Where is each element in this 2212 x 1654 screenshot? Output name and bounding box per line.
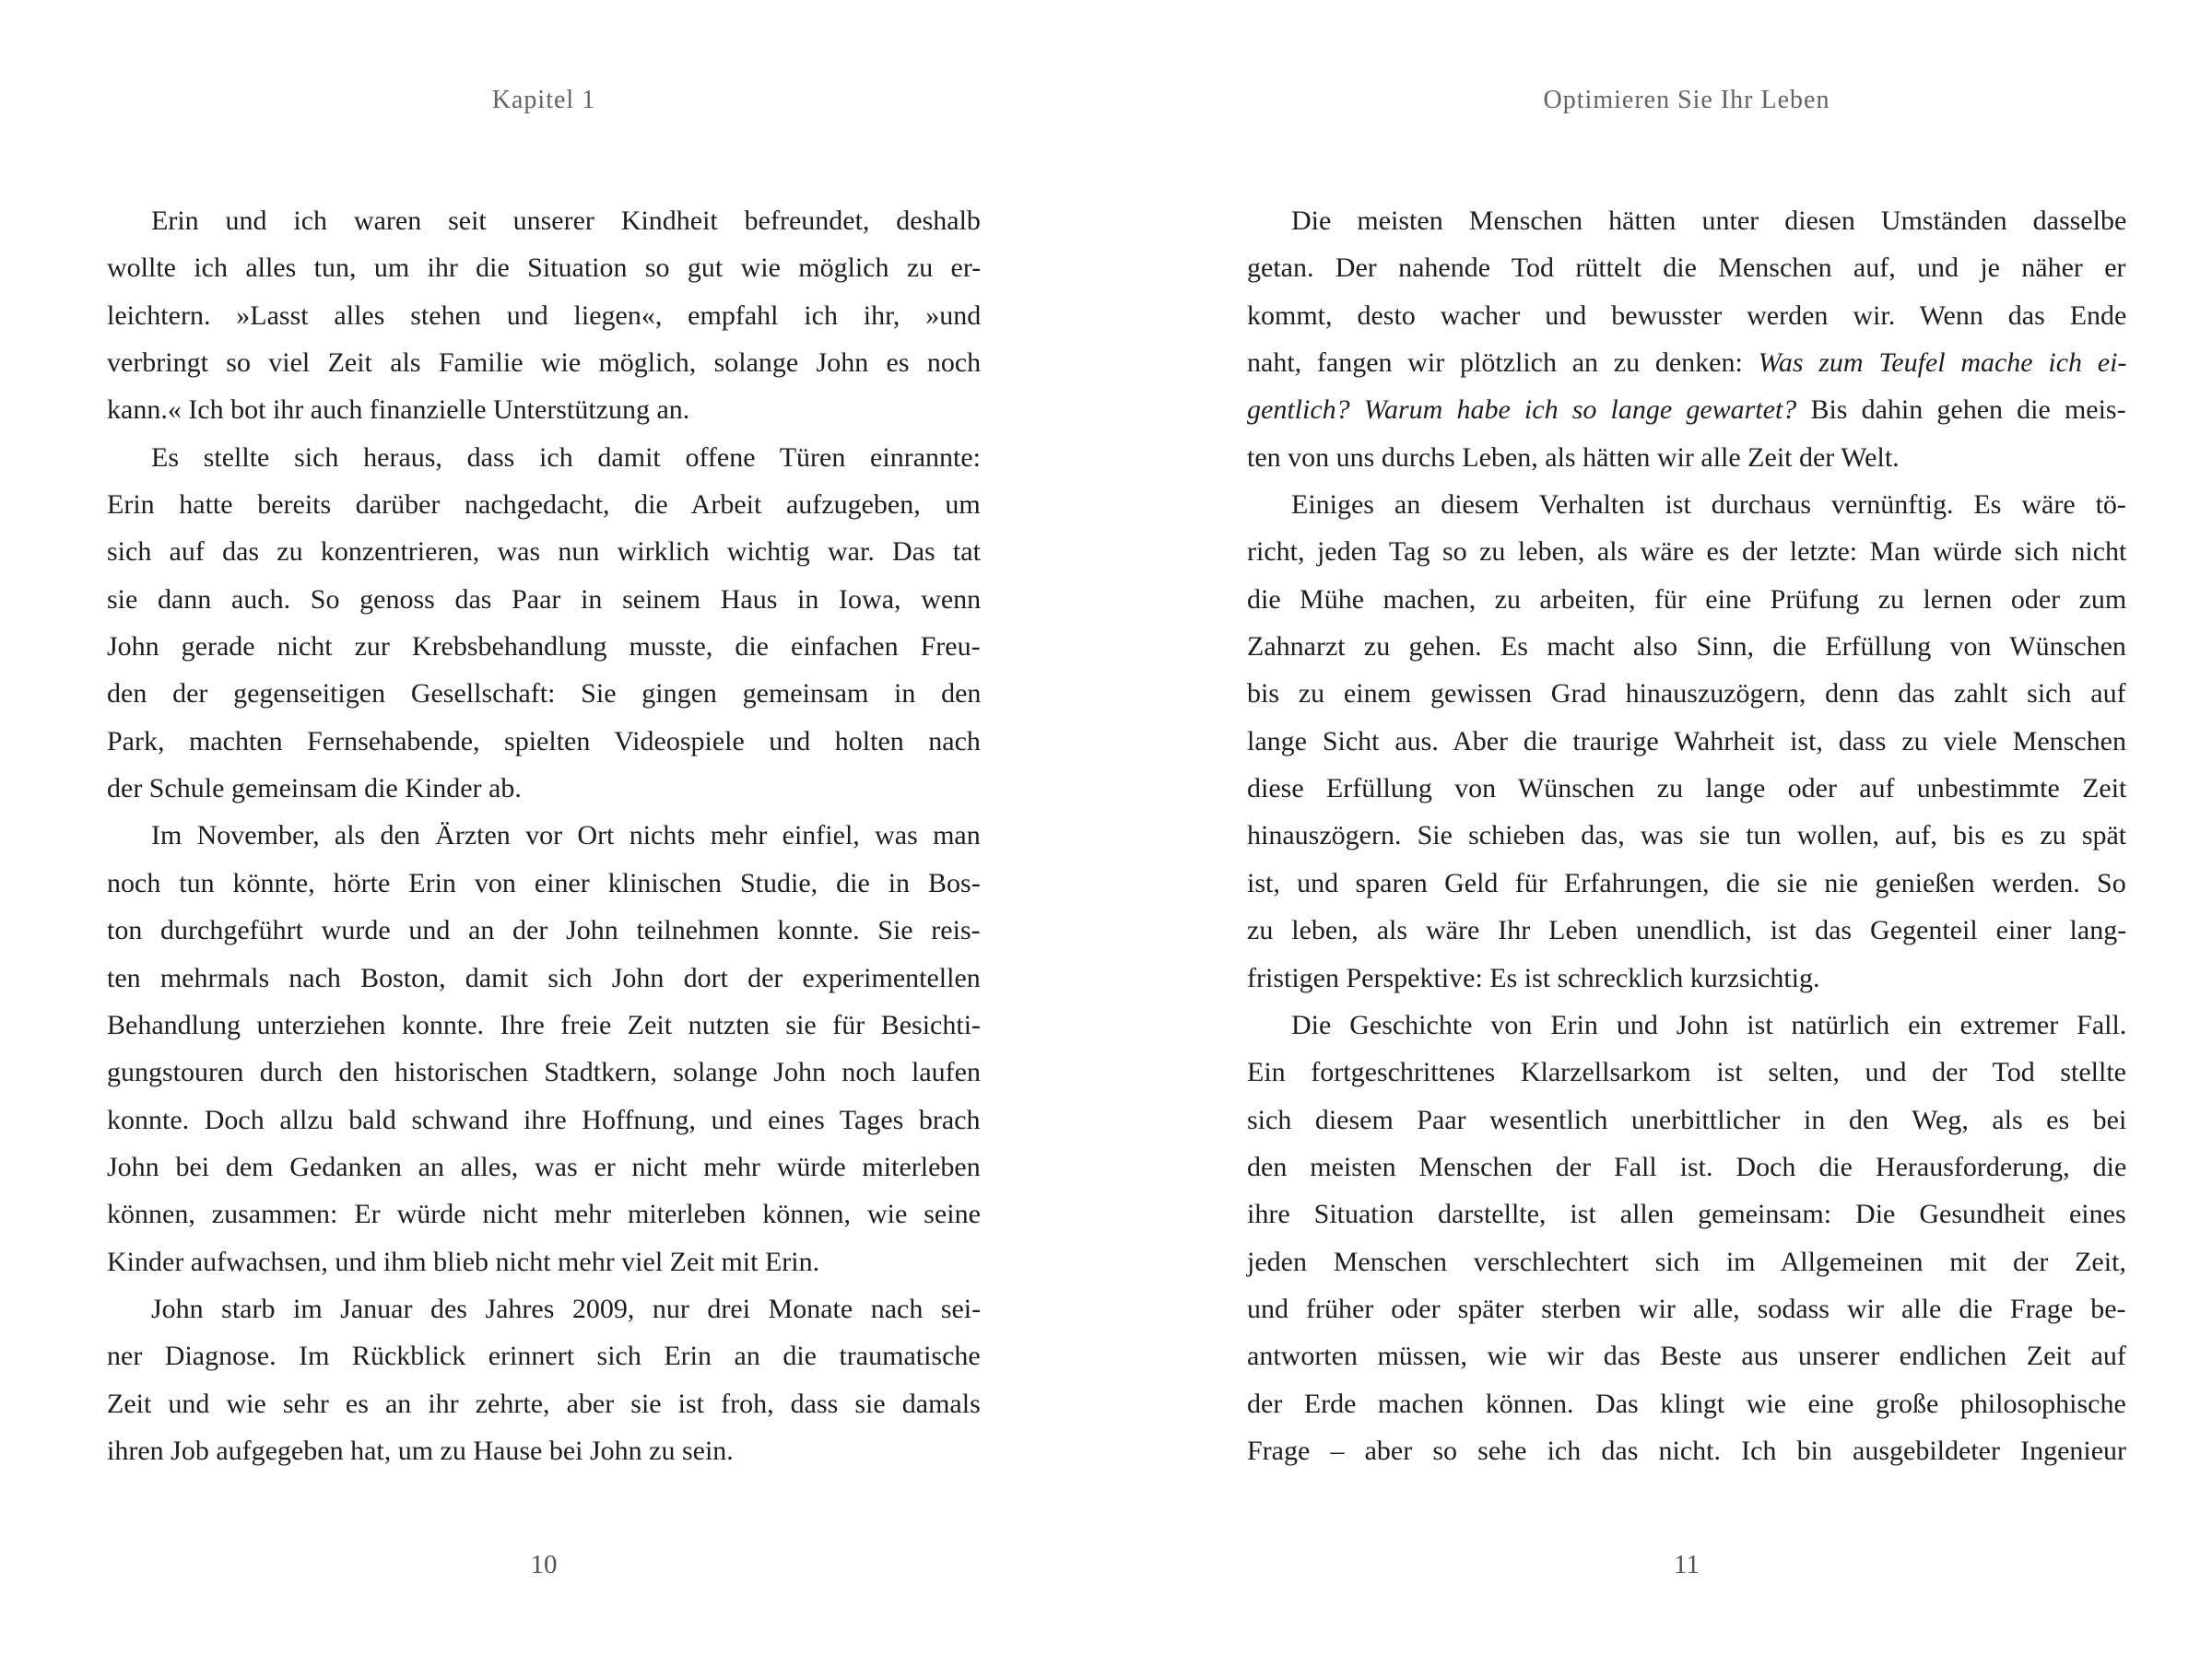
text-line [1247, 1002, 2126, 1049]
text-segment: lange Sicht aus. Aber die traurige Wahrheit ist, dass zu viele Menschen [1247, 725, 2126, 757]
text-segment: Es stellte sich heraus, dass ich damit offene Türen einrannte: [151, 441, 982, 473]
text-line [107, 623, 981, 670]
page-right [1106, 0, 2212, 1654]
text-segment: kann.« Ich bot ihr auch finanzielle Unterstützung an. [107, 394, 690, 426]
text-line [1247, 1238, 2126, 1285]
italic-text-segment: Was zum Teufel mache ich ei- [1758, 347, 2127, 379]
text-segment: richt, jeden Tag so zu leben, als wäre es der letzte: Man würde sich nicht [1247, 536, 2127, 568]
text-segment: den der gegenseitigen Gesellschaft: Sie gingen gemeinsam in den [107, 678, 982, 710]
paragraph-indent [107, 465, 151, 466]
text-line [1247, 1332, 2126, 1379]
text-line [1247, 528, 2126, 575]
text-line [1247, 434, 2126, 481]
text-segment: kommt, desto wacher und bewusster werden wir. Wenn das Ende [1247, 299, 2127, 331]
text-line [107, 434, 981, 481]
text-block-left [107, 197, 981, 1474]
text-segment: ten von uns durchs Leben, als hätten wir alle Zeit der Welt. [1247, 441, 1900, 473]
text-line [1247, 765, 2126, 812]
paragraph-indent [107, 1317, 151, 1318]
text-segment: jeden Menschen verschlechtert sich im Allgemeinen mit der Zeit, [1247, 1246, 2126, 1277]
text-line [1247, 718, 2126, 765]
text-line [1247, 1049, 2126, 1096]
text-line [107, 386, 981, 433]
text-segment: Erin hatte bereits darüber nachgedacht, die Arbeit aufzugeben, um [107, 489, 981, 521]
text-line [1247, 197, 2126, 244]
page-number-right: 11 [1674, 1550, 1700, 1579]
paragraph-indent [1247, 1033, 1291, 1034]
text-line [107, 339, 981, 386]
text-line [1247, 860, 2126, 907]
text-segment: sie dann auch. So genoss das Paar in seinem Haus in Iowa, wenn [107, 583, 982, 615]
text-line [1247, 292, 2126, 339]
text-block-right [1247, 197, 2126, 1474]
text-segment: hinauszögern. Sie schieben das, was sie tun wollen, auf, bis es zu spät [1247, 820, 2127, 851]
text-segment: leichtern. »Lasst alles stehen und liegen«, empfahl ich ihr, »und [107, 299, 982, 331]
text-line [107, 1332, 981, 1379]
text-segment: der Schule gemeinsam die Kinder ab. [107, 773, 522, 804]
text-line [107, 1191, 981, 1238]
text-line [107, 1097, 981, 1144]
text-segment: Die Geschichte von Erin und John ist natürlich ein extremer Fall. [1291, 1009, 2127, 1040]
text-segment: ton durchgeführt wurde und an der John teilnehmen konnte. Sie reis- [107, 915, 981, 946]
text-segment: und früher oder später sterben wir alle, sodass wir alle die Frage be- [1247, 1293, 2126, 1324]
text-line [107, 1144, 981, 1191]
text-segment: die Mühe machen, zu arbeiten, für eine Prüfung zu lernen oder zum [1247, 583, 2127, 615]
text-segment: antworten müssen, wie wir das Beste aus unserer endlichen Zeit auf [1247, 1341, 2126, 1372]
text-line [107, 481, 981, 528]
text-segment: fristigen Perspektive: Es ist schrecklich kurzsichtig. [1247, 962, 1820, 993]
text-segment: den meisten Menschen der Fall ist. Doch die Herausforderung, die [1247, 1151, 2127, 1182]
text-segment: diese Erfüllung von Wünschen zu lange oder auf unbestimmte Zeit [1247, 773, 2127, 804]
text-segment: Behandlung unterziehen konnte. Ihre freie Zeit nutzten sie für Besichti- [107, 1009, 982, 1040]
text-segment: können, zusammen: Er würde nicht mehr miterleben können, wie seine [107, 1199, 981, 1230]
text-line [1247, 1380, 2126, 1427]
text-line [1247, 576, 2126, 623]
paragraph-indent [1247, 512, 1291, 513]
paragraph-indent [107, 843, 151, 844]
text-line [107, 955, 981, 1002]
text-line [107, 292, 981, 339]
text-line [1247, 1144, 2126, 1191]
text-line [107, 1380, 981, 1427]
text-segment: Frage – aber so sehe ich das nicht. Ich bin ausgebildeter Ingenieur [1247, 1435, 2127, 1466]
text-segment: ihre Situation darstellte, ist allen gemeinsam: Die Gesundheit eines [1247, 1199, 2126, 1230]
text-segment: zu leben, als wäre Ihr Leben unendlich, ist das Gegenteil einer lang- [1247, 915, 2127, 946]
text-line [1247, 481, 2126, 528]
text-line [107, 860, 981, 907]
text-line [107, 197, 981, 244]
running-header-left: Kapitel 1 [491, 86, 596, 114]
text-segment: ist, und sparen Geld für Erfahrungen, die sie nie genießen werden. So [1247, 867, 2126, 898]
text-line [107, 670, 981, 717]
text-segment: naht, fangen wir plötzlich an zu denken: [1247, 347, 1759, 379]
text-segment: John gerade nicht zur Krebsbehandlung musste, die einfachen Freu- [107, 631, 981, 663]
text-segment: Im November, als den Ärzten vor Ort nichts mehr einfiel, was man [151, 820, 981, 851]
text-segment: Einiges an diesem Verhalten ist durchaus vernünftig. Es wäre tö- [1291, 489, 2126, 521]
text-segment: Zahnarzt zu gehen. Es macht also Sinn, die Erfüllung von Wünschen [1247, 631, 2126, 663]
text-segment: John bei dem Gedanken an alles, was er nicht mehr würde miterleben [107, 1151, 981, 1182]
text-segment: sich auf das zu konzentrieren, was nun wirklich wichtig war. Das tat [107, 536, 981, 568]
text-segment: Zeit und wie sehr es an ihr zehrte, aber sie ist froh, dass sie damals [107, 1388, 981, 1419]
text-segment: wollte ich alles tun, um ihr die Situation so gut wie möglich zu er- [107, 252, 982, 284]
text-line [107, 528, 981, 575]
text-line [107, 244, 981, 291]
text-line [107, 1238, 981, 1285]
text-line [1247, 812, 2126, 859]
running-header-right: Optimieren Sie Ihr Leben [1543, 86, 1830, 114]
text-line [1247, 244, 2126, 291]
text-line [107, 1049, 981, 1096]
text-segment: noch tun könnte, hörte Erin von einer klinischen Studie, die in Bos- [107, 867, 981, 898]
text-line [1247, 1285, 2126, 1332]
text-segment: ihren Job aufgegeben hat, um zu Hause bei John zu sein. [107, 1435, 734, 1466]
text-line [1247, 386, 2126, 433]
text-segment: John starb im Januar des Jahres 2009, nur drei Monate nach sei- [151, 1293, 982, 1324]
text-line [1247, 670, 2126, 717]
text-line [1247, 1097, 2126, 1144]
text-line [1247, 1427, 2126, 1474]
text-line [1247, 955, 2126, 1002]
text-line [1247, 907, 2126, 954]
text-segment: gungstouren durch den historischen Stadtkern, solange John noch laufen [107, 1057, 981, 1088]
text-line [107, 576, 981, 623]
text-segment: ner Diagnose. Im Rückblick erinnert sich Erin an die traumatische [107, 1341, 981, 1372]
text-line [107, 1427, 981, 1474]
text-line [107, 812, 981, 859]
text-line [1247, 1191, 2126, 1238]
text-segment: Kinder aufwachsen, und ihm blieb nicht mehr viel Zeit mit Erin. [107, 1246, 820, 1277]
text-segment: Park, machten Fernsehabende, spielten Videospiele und holten nach [107, 725, 981, 757]
text-line [107, 1285, 981, 1332]
text-line [107, 907, 981, 954]
text-line [107, 765, 981, 812]
page-number-left: 10 [530, 1550, 558, 1579]
text-segment: Die meisten Menschen hätten unter diesen Umständen dasselbe [1291, 205, 2127, 236]
text-segment: bis zu einem gewissen Grad hinauszuzögern, denn das zahlt sich auf [1247, 678, 2126, 710]
text-line [1247, 623, 2126, 670]
text-line [107, 1002, 981, 1049]
text-segment: der Erde machen können. Das klingt wie eine große philosophische [1247, 1388, 2126, 1419]
text-line [1247, 339, 2126, 386]
text-segment: konnte. Doch allzu bald schwand ihre Hoffnung, und eines Tages brach [107, 1104, 981, 1135]
text-segment: Bis dahin gehen die meis- [1796, 394, 2126, 426]
italic-text-segment: gentlich? Warum habe ich so lange gewartet? [1247, 394, 1797, 426]
text-segment: Erin und ich waren seit unserer Kindheit befreundet, deshalb [151, 205, 981, 236]
text-segment: getan. Der nahende Tod rüttelt die Menschen auf, und je näher er [1247, 252, 2126, 284]
text-segment: ten mehrmals nach Boston, damit sich John dort der experimentellen [107, 962, 981, 993]
text-segment: Ein fortgeschrittenes Klarzellsarkom ist selten, und der Tod stellte [1247, 1057, 2126, 1088]
text-segment: verbringt so viel Zeit als Familie wie möglich, solange John es noch [107, 347, 982, 379]
text-segment: sich diesem Paar wesentlich unerbittlicher in den Weg, als es bei [1247, 1104, 2127, 1135]
text-line [107, 718, 981, 765]
